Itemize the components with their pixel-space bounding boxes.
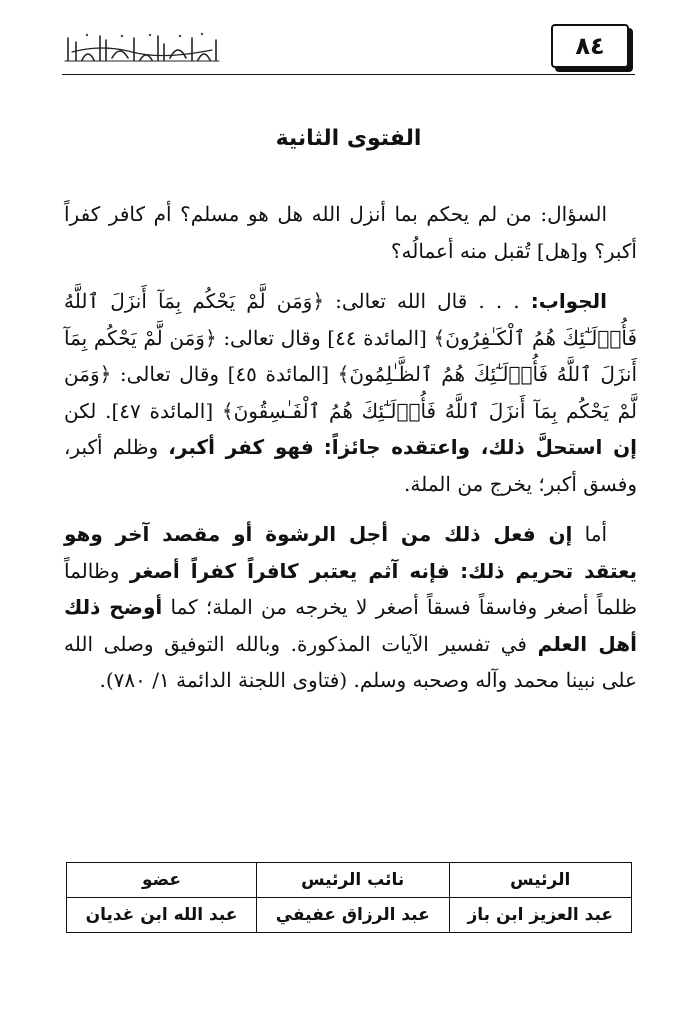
name-vice-president: عبد الرزاق عفيفي xyxy=(256,898,449,933)
header-president: الرئيس xyxy=(449,863,632,898)
header-vice-president: نائب الرئيس xyxy=(256,863,449,898)
fatwa-body xyxy=(64,196,637,713)
page-number: ٨٤ xyxy=(575,32,605,60)
header-member: عضو xyxy=(67,863,257,898)
answer-intro: . . . قال الله تعالى: xyxy=(335,289,520,313)
ruling-text-1: لكن xyxy=(64,398,97,423)
header-rule xyxy=(62,74,635,75)
second-text-3: في تفسير الآيات المذكورة. وبالله التوفيق وصلى الله على نبينا محمد وآله وصحبه وسلم. (فتاوى اللجنة الدائمة ١/ ٧٨٠). xyxy=(64,631,637,692)
answer-label: الجواب: xyxy=(530,289,608,313)
second-text-1: أما xyxy=(584,522,608,546)
ruling-bold-2: فهو كفر أكبر، xyxy=(168,435,314,459)
question-paragraph xyxy=(64,196,637,269)
page-number-box xyxy=(551,24,629,68)
fatwa-title: الفتوى الثانية xyxy=(275,126,422,151)
second-text-2: وظالماً ظلماً أصغر وفاسقاً فسقاً أصغر لا يخرجه من الملة؛ كما xyxy=(64,558,637,619)
name-president: عبد العزيز ابن باز xyxy=(449,898,632,933)
second-bold-3: أوضح ذلك أهل العلم xyxy=(64,595,638,656)
connector-1: وقال تعالى: xyxy=(223,325,321,350)
question-text: من لم يحكم بما أنزل الله هل هو مسلم؟ أم كافر كفراً أكبر؟ و[هل] تُقبل منه أعمالُه؟ xyxy=(64,202,637,263)
book-title-calligraphy xyxy=(62,30,222,66)
ayah-1: ﴿وَمَن لَّمْ يَحْكُم بِمَآ أَنزَلَ ٱللَّهُ فَأُو۟لَـٰٓئِكَ هُمُ ٱلْكَـٰفِرُونَ﴾ xyxy=(64,289,638,350)
ruling-text-2: وظلم أكبر، وفسق أكبر؛ يخرج من الملة. xyxy=(64,435,637,496)
connector-2: وقال تعالى: xyxy=(119,362,220,386)
signatures-header-row xyxy=(67,863,632,898)
ayah-3: ﴿وَمَن لَّمْ يَحْكُم بِمَآ أَنزَلَ ٱللَّهُ فَأُو۟لَـٰٓئِكَ هُمُ ٱلْفَـٰسِقُونَ﴾ xyxy=(64,362,638,423)
ruling-bold-1: إن استحلَّ ذلك، واعتقده جائزاً: xyxy=(323,435,638,459)
ayah-ref-3: [المائدة ٤٧]. xyxy=(105,398,214,423)
question-label: السؤال: xyxy=(540,202,607,226)
ayah-ref-2: [المائدة ٤٥] xyxy=(227,362,330,386)
ayah-ref-1: [المائدة ٤٤] xyxy=(327,325,427,350)
ayah-2: ﴿وَمَن لَّمْ يَحْكُم بِمَآ أَنزَلَ ٱللَّهُ فَأُو۟لَـٰٓئِكَ هُمُ ٱلظَّـٰلِمُونَ﴾ xyxy=(64,325,638,386)
second-bold-1: إن فعل ذلك من أجل الرشوة أو مقصد آخر وهو يعتقد تحريم ذلك: xyxy=(64,522,638,583)
second-bold-2: فإنه آثم يعتبر كافراً كفراً أصغر xyxy=(129,558,450,583)
second-ruling-paragraph xyxy=(64,516,637,699)
answer-paragraph xyxy=(64,283,637,502)
name-member: عبد الله ابن غديان xyxy=(67,898,257,933)
signatures-table xyxy=(66,862,632,933)
signatures-names-row xyxy=(67,898,632,933)
